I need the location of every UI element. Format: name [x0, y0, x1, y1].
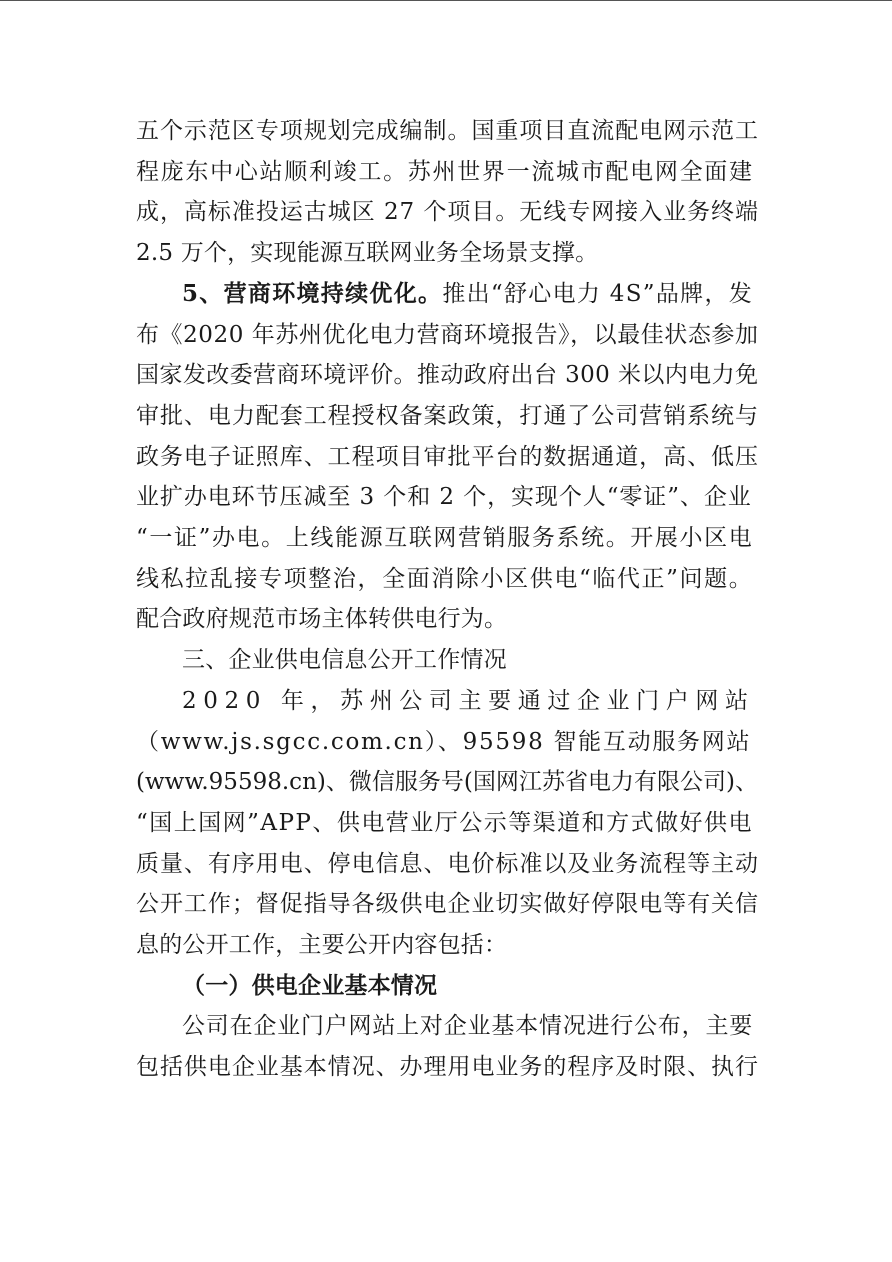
text-line: 程庞东中心站顺利竣工。苏州世界一流城市配电网全面建	[136, 158, 754, 185]
text-line: 息的公开工作，主要公开内容包括：	[136, 932, 508, 959]
text-line: （www.js.sgcc.com.cn）、95598 智能互动服务网站	[136, 728, 752, 755]
paragraph-business-environment	[136, 274, 758, 640]
paragraph-lead: 5、营商环境持续优化。	[182, 279, 443, 307]
text-line-first	[136, 274, 758, 315]
text-line: “一证”办电。上线能源互联网营销服务系统。开展小区电	[136, 525, 754, 552]
text-line: 布《2020 年苏州优化电力营商环境报告》，以最佳状态参加	[136, 321, 759, 348]
text-line: 五个示范区专项规划完成编制。国重项目直流配电网示范工	[136, 118, 759, 144]
paragraph-basic-info	[136, 1006, 758, 1087]
text-line: 国家发改委营商环境评价。推动政府出台 300 米以内电力免	[136, 362, 759, 389]
page-top-border	[0, 0, 892, 1]
section-heading: 三、企业供电信息公开工作情况	[182, 647, 507, 674]
text-line: 政务电子证照库、工程项目审批平台的数据通道，高、低压	[136, 443, 759, 470]
text-line-first: 2020 年，苏州公司主要通过企业门户网站	[182, 687, 755, 714]
text-line: “国上国网”APP、供电营业厅公示等渠道和方式做好供电	[136, 809, 753, 836]
text-line: 质量、有序用电、停电信息、电价标准以及业务流程等主动	[136, 850, 759, 877]
paragraph-distribution-network	[136, 111, 758, 274]
text-line: 配合政府规范市场主体转供电行为。	[136, 606, 508, 633]
text-line: 公开工作；督促指导各级供电企业切实做好停限电等有关信	[136, 891, 759, 918]
paragraph-lead-rest: 推出“舒心电力 4S”品牌，发	[442, 280, 754, 307]
text-line: 成，高标准投运古城区 27 个项目。无线专网接入业务终端	[136, 199, 759, 226]
text-line-first: 公司在企业门户网站上对企业基本情况进行公布，主要	[182, 1013, 754, 1040]
text-line: (www.95598.cn)、微信服务号(国网江苏省电力有限公司)、	[136, 769, 758, 796]
text-line: 2.5 万个，实现能源互联网业务全场景支撑。	[136, 240, 599, 267]
paragraph-disclosure-channels	[136, 681, 758, 966]
text-line: 业扩办电环节压减至 3 个和 2 个，实现个人“零证”、企业	[136, 484, 752, 511]
subheading-block	[136, 966, 758, 1007]
text-line: 线私拉乱接专项整治，全面消除小区供电“临代正”问题。	[136, 565, 754, 592]
text-line: 审批、电力配套工程授权备案政策，打通了公司营销系统与	[136, 402, 759, 429]
document-page	[136, 111, 758, 1088]
text-line: 包括供电企业基本情况、办理用电业务的程序及时限、执行	[136, 1054, 759, 1081]
section-heading-block	[136, 640, 758, 681]
subheading: （一）供电企业基本情况	[182, 971, 438, 999]
